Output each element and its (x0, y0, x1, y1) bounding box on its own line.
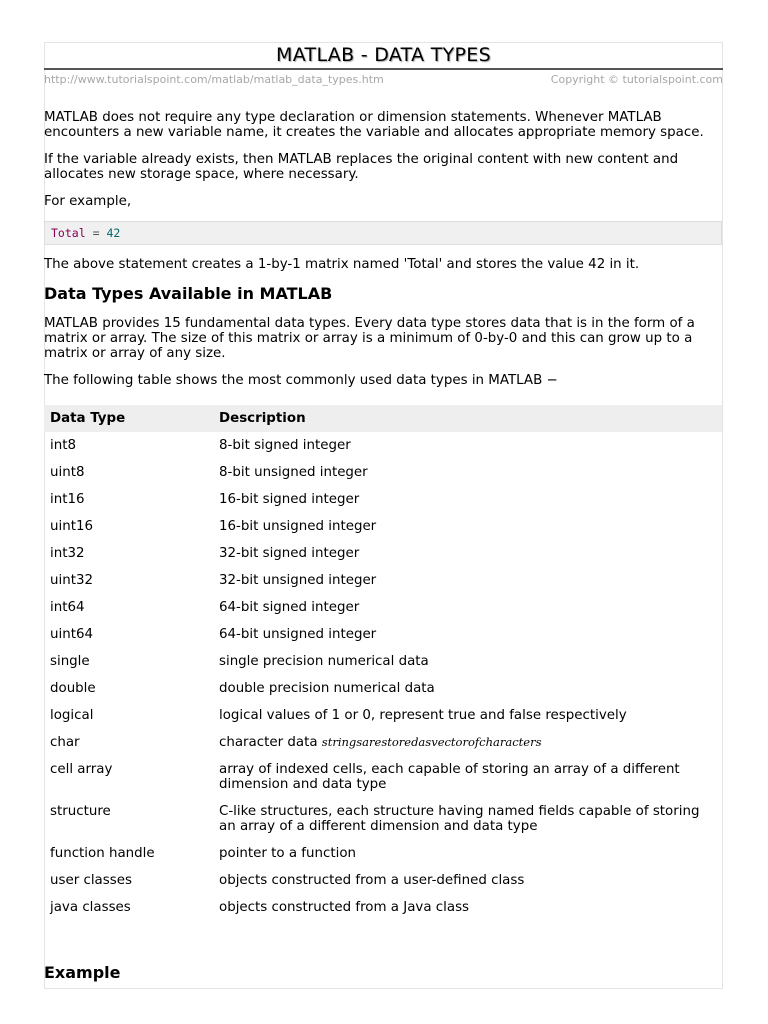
cell-type: java classes (50, 900, 131, 915)
cell-description: double precision numerical data (219, 681, 435, 696)
source-url-link[interactable]: http://www.tutorialspoint.com/matlab/matlab_data_types.htm (44, 73, 384, 86)
table-row (44, 840, 722, 867)
table-row (44, 894, 722, 921)
cell-type: uint8 (50, 465, 85, 480)
table-row (44, 594, 722, 621)
code-operator: = (92, 226, 100, 240)
cell-type: function handle (50, 846, 155, 861)
cell-type: int8 (50, 438, 76, 453)
table-row (44, 513, 722, 540)
table-row (44, 540, 722, 567)
code-number: 42 (106, 226, 121, 240)
char-math-note: stringsarestoredasvectorofcharacters (321, 735, 542, 749)
header-description: Description (213, 405, 722, 432)
cell-description: 8-bit unsigned integer (219, 465, 368, 480)
table-row (44, 621, 722, 648)
intro-paragraph-2: If the variable already exists, then MATLAB replaces the original content with new content and allocates new storage space, where necessary. (44, 152, 679, 182)
cell-type: structure (50, 804, 111, 819)
section-paragraph-2: The following table shows the most commonly used data types in MATLAB − (44, 373, 558, 388)
cell-type: uint16 (50, 519, 93, 534)
title-bar (44, 42, 723, 70)
cell-type: double (50, 681, 96, 696)
table-row (44, 798, 722, 840)
data-types-table (44, 405, 722, 921)
table-row (44, 867, 722, 894)
table-row (44, 675, 722, 702)
article-body (44, 110, 722, 921)
cell-type: int32 (50, 546, 85, 561)
cell-description: single precision numerical data (219, 654, 429, 669)
cell-description: 8-bit signed integer (219, 438, 351, 453)
cell-description: objects constructed from a Java class (219, 900, 470, 915)
cell-description: 64-bit signed integer (219, 600, 360, 615)
table-row (44, 702, 722, 729)
table-header-row (44, 405, 722, 432)
cell-description: 64-bit unsigned integer (219, 627, 377, 642)
cell-type: char (50, 735, 80, 750)
header-data-type: Data Type (44, 405, 213, 432)
intro-paragraph-4: The above statement creates a 1-by-1 matrix named 'Total' and stores the value 42 in it. (44, 257, 640, 272)
cell-type: int64 (50, 600, 85, 615)
cell-description: pointer to a function (219, 846, 357, 861)
cell-description: 32-bit signed integer (219, 546, 360, 561)
table-row (44, 486, 722, 513)
table-row (44, 432, 722, 459)
code-block (44, 221, 722, 245)
section-heading: Data Types Available in MATLAB (44, 284, 333, 303)
cell-description: objects constructed from a user-defined class (219, 873, 525, 888)
cell-description: 16-bit signed integer (219, 492, 360, 507)
cell-type: int16 (50, 492, 85, 507)
section-paragraph-1: MATLAB provides 15 fundamental data types. Every data type stores data that is in the form of a matrix or array. The size of this matrix or array is a minimum of 0-by-0 and this can grow up to a matrix or array of any size. (44, 316, 695, 361)
table-row (44, 567, 722, 594)
cell-type: single (50, 654, 90, 669)
intro-paragraph-3: For example, (44, 194, 132, 209)
cell-description: 32-bit unsigned integer (219, 573, 377, 588)
intro-paragraph-1: MATLAB does not require any type declaration or dimension statements. Whenever MATLAB encounters a new variable name, it creates the variable and allocates appropriate memory space. (44, 110, 704, 140)
cell-description-char (213, 729, 722, 756)
cell-description: C-like structures, each structure having named fields capable of storing an array of a different dimension and data type (219, 804, 700, 834)
cell-type: cell array (50, 762, 113, 777)
copyright-notice: Copyright © tutorialspoint.com (550, 73, 723, 86)
table-row (44, 729, 722, 756)
code-variable: Total (51, 226, 86, 240)
cell-description: 16-bit unsigned integer (219, 519, 377, 534)
cell-type: user classes (50, 873, 132, 888)
cell-type: uint64 (50, 627, 93, 642)
table-row (44, 756, 722, 798)
cell-description: logical values of 1 or 0, represent true and false respectively (219, 708, 627, 723)
cell-type: logical (50, 708, 94, 723)
table-row (44, 459, 722, 486)
page-title: MATLAB - DATA TYPES (276, 44, 491, 66)
example-heading: Example (44, 963, 121, 982)
cell-description: array of indexed cells, each capable of storing an array of a different dimension and data type (219, 762, 680, 792)
cell-type: uint32 (50, 573, 93, 588)
char-description-text: character data (219, 735, 322, 750)
table-row (44, 648, 722, 675)
